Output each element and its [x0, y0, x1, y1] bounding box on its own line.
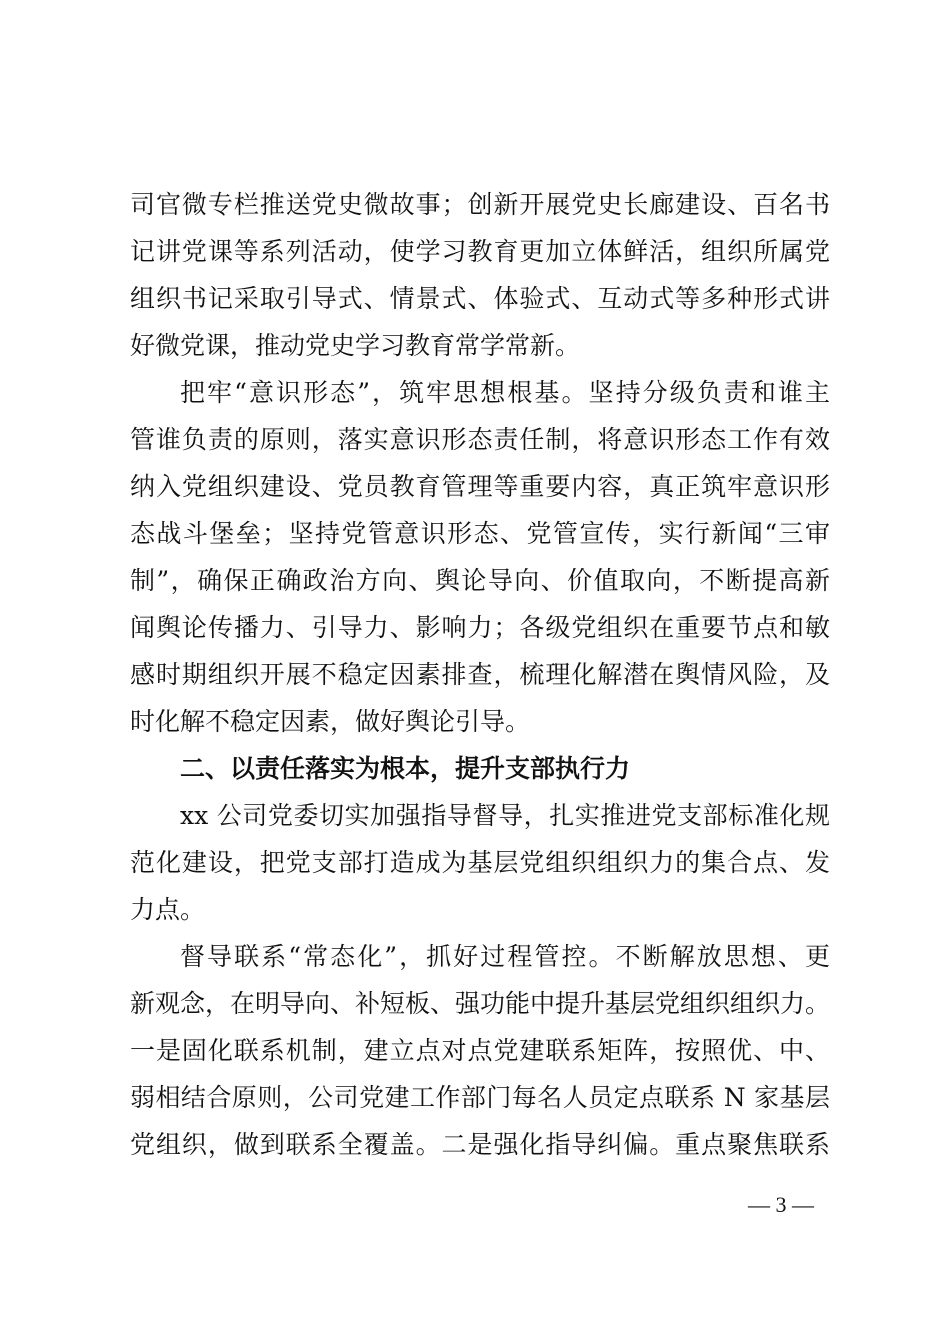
text-line: 纳入党组织建设、党员教育管理等重要内容，真正筑牢意识形 — [130, 472, 830, 501]
text-line: 范化建设，把党支部打造成为基层党组织组织力的集合点、发 — [130, 848, 830, 877]
section-heading: 二、以责任落实为根本，提升支部执行力 — [180, 754, 631, 783]
text-line: 感时期组织开展不稳定因素排查，梳理化解潜在舆情风险，及 — [130, 660, 830, 689]
text-line: 管谁负责的原则，落实意识形态责任制，将意识形态工作有效 — [130, 425, 830, 454]
text-line: 记讲党课等系列活动，使学习教育更加立体鲜活，组织所属党 — [130, 237, 830, 266]
text-line: 督导联系“常态化”，抓好过程管控。不断解放思想、更 — [180, 942, 830, 971]
text-line: 组织书记采取引导式、情景式、体验式、互动式等多种形式讲 — [130, 284, 830, 313]
text-line: 把牢“意识形态”，筑牢思想根基。坚持分级负责和谁主 — [180, 378, 830, 407]
text-line: 党组织，做到联系全覆盖。二是强化指导纠偏。重点聚焦联系 — [130, 1130, 830, 1159]
text-line: 闻舆论传播力、引导力、影响力；各级党组织在重要节点和敏 — [130, 613, 830, 642]
text-line: xx 公司党委切实加强指导督导，扎实推进党支部标准化规 — [180, 801, 830, 830]
text-line: 弱相结合原则，公司党建工作部门每名人员定点联系 N 家基层 — [130, 1083, 830, 1112]
text-line: 力点。 — [130, 895, 206, 924]
text-line: 新观念，在明导向、补短板、强功能中提升基层党组织组织力。 — [130, 989, 831, 1018]
text-line: 一是固化联系机制，建立点对点党建联系矩阵，按照优、中、 — [130, 1036, 830, 1065]
text-line: 司官微专栏推送党史微故事；创新开展党史长廊建设、百名书 — [130, 190, 830, 219]
text-line: 制”，确保正确政治方向、舆论导向、价值取向，不断提高新 — [130, 566, 830, 595]
text-line: 时化解不稳定因素，做好舆论引导。 — [130, 707, 531, 736]
text-line: 态战斗堡垒；坚持党管意识形态、党管宣传，实行新闻“三审 — [130, 519, 830, 548]
text-line: 好微党课，推动党史学习教育常学常新。 — [130, 331, 581, 360]
page-number: — 3 — — [748, 1192, 814, 1217]
